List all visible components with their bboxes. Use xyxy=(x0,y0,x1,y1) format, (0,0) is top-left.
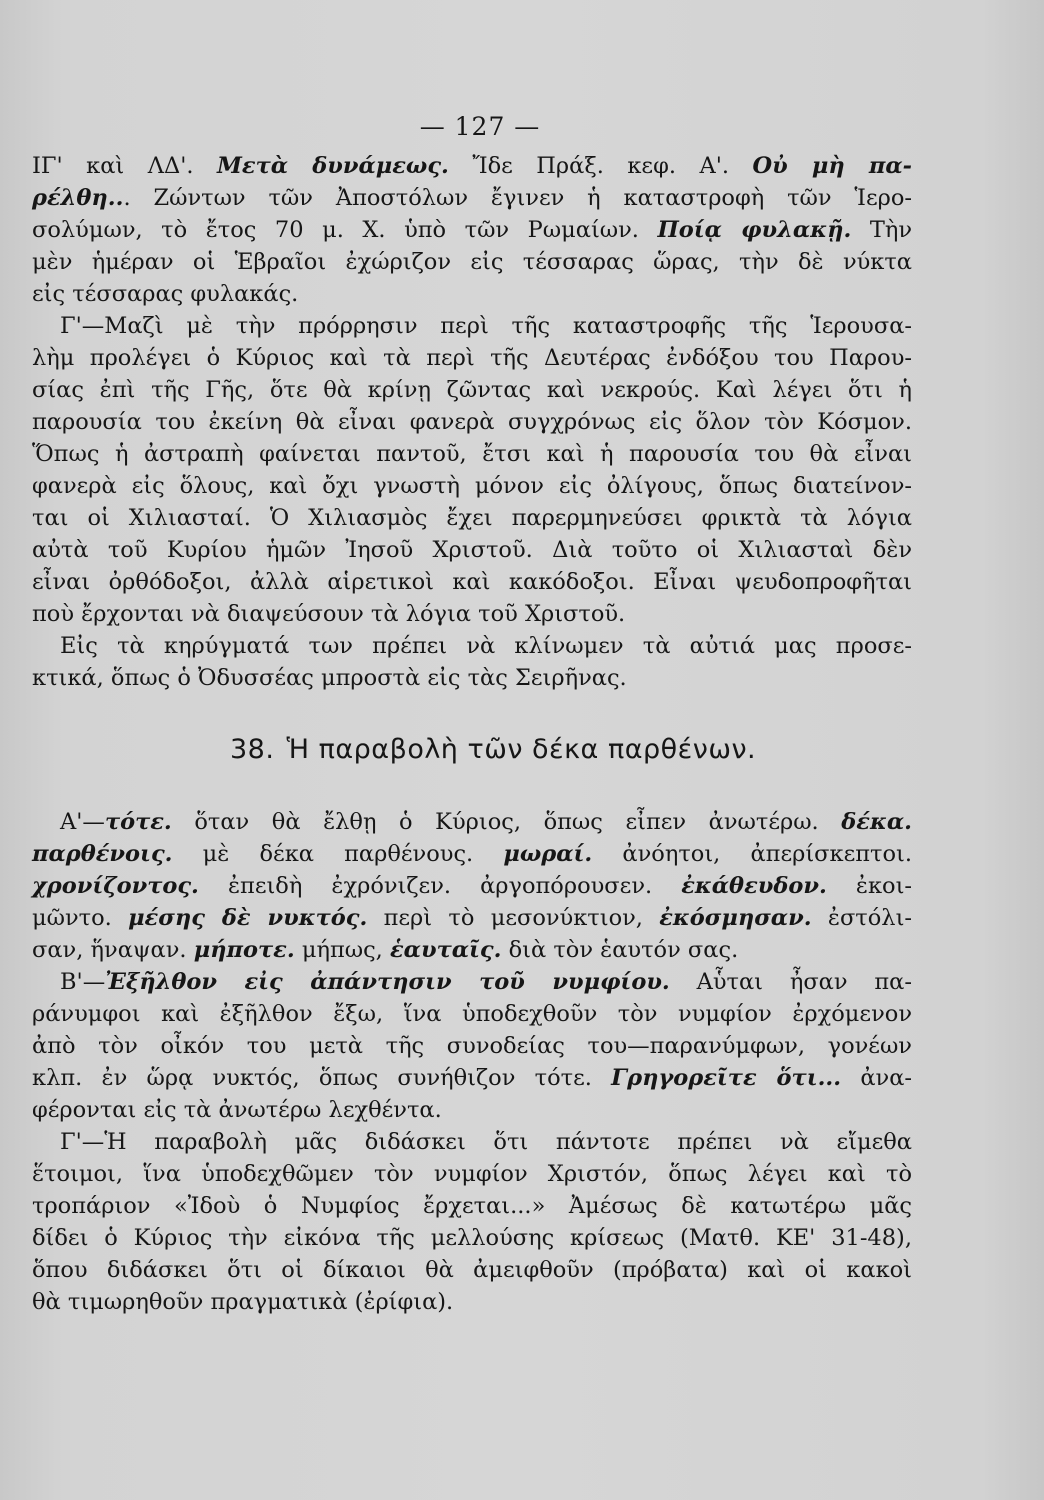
text-run: Αὗται ἦσαν πα- xyxy=(669,969,912,995)
text-line xyxy=(32,838,912,870)
page-number: — 127 — xyxy=(419,112,541,141)
bold-term: μωραί. xyxy=(503,841,593,867)
text-line: σίας ἐπὶ τῆς Γῆς, ὅτε θὰ κρίνῃ ζῶντας καὶ νεκρούς. Καὶ λέγει ὅτι ἡ xyxy=(32,377,912,403)
page-body xyxy=(32,150,912,1318)
bold-term: τότε. xyxy=(104,809,172,835)
text-line: ἀπὸ τὸν οἶκόν του μετὰ τῆς συνοδείας του—παρανύμφων, γονέων xyxy=(32,1033,912,1059)
text-line: εἰς τέσσαρας φυλακάς. xyxy=(32,281,299,307)
text-line xyxy=(32,806,912,838)
text-line: μὲν ἡμέραν οἱ Ἑβραῖοι ἐχώριζον εἰς τέσσαρας ὥρας, τὴν δὲ νύκτα xyxy=(32,249,912,275)
text-line: ὅπου διδάσκει ὅτι οἱ δίκαιοι θὰ ἀμειφθοῦν (πρόβατα) καὶ οἱ κακοὶ xyxy=(32,1257,912,1283)
paragraph-lesson xyxy=(32,1126,912,1318)
text-run: σαν, ἥναψαν. xyxy=(32,937,194,963)
text-line xyxy=(32,934,912,966)
text-run: ἀνόητοι, ἀπερίσκεπτοι. xyxy=(592,841,912,867)
paragraph-sermons xyxy=(32,630,912,694)
bold-term: δέκα. xyxy=(841,809,912,835)
bold-term: ἐκόσμησαν. xyxy=(659,905,812,931)
text-run: ἐστόλι- xyxy=(811,905,912,931)
text-run: Α'— xyxy=(60,809,105,835)
text-line: Γ'—Ἡ παραβολὴ μᾶς διδάσκει ὅτι πάντοτε πρέπει νὰ εἴμεθα xyxy=(60,1129,912,1155)
text-run: ΙΓ' καὶ ΛΔ'. xyxy=(32,153,218,179)
text-line: εἶναι ὀρθόδοξοι, ἀλλὰ αἱρετικοὶ καὶ κακόδοξοι. Εἶναι ψευδοπροφῆται xyxy=(32,569,912,595)
text-line xyxy=(32,214,912,246)
bold-term: ἑαυταῖς. xyxy=(389,937,502,963)
section-title: Ἡ παραβολὴ τῶν δέκα παρθένων. xyxy=(286,734,757,765)
text-line xyxy=(32,150,912,182)
bold-term: παρθένοις. xyxy=(32,841,173,867)
text-line xyxy=(32,182,912,214)
text-line xyxy=(32,902,912,934)
bold-term: Οὐ μὴ πα- xyxy=(752,153,912,179)
text-run: Β'— xyxy=(60,969,106,995)
text-run: διὰ τὸν ἑαυτόν σας. xyxy=(501,937,739,963)
bold-term: Γρηγορεῖτε ὅτι... xyxy=(611,1065,842,1091)
section-number: 38. xyxy=(230,734,275,765)
text-line: λὴμ προλέγει ὁ Κύριος καὶ τὰ περὶ τῆς Δευτέρας ἐνδόξου του Παρου- xyxy=(32,345,912,371)
text-run: μῶντο. xyxy=(32,905,129,931)
text-line: δίδει ὁ Κύριος τὴν εἰκόνα τῆς μελλούσης κρίσεως (Ματθ. ΚΕ' 31-48), xyxy=(32,1225,912,1251)
paragraph-bridesmaids xyxy=(32,966,912,1126)
bold-term: ἐκάθευδον. xyxy=(681,873,827,899)
text-line: θὰ τιμωρηθοῦν πραγματικὰ (ἐρίφια). xyxy=(32,1289,454,1315)
text-line: αὐτὰ τοῦ Κυρίου ἡμῶν Ἰησοῦ Χριστοῦ. Διὰ τοῦτο οἱ Χιλιασταὶ δὲν xyxy=(32,537,912,563)
text-line: Εἰς τὰ κηρύγματά των πρέπει νὰ κλίνωμεν τὰ αὐτιά μας προσε- xyxy=(60,633,912,659)
text-run: σολύμων, τὸ ἔτος 70 μ. Χ. ὑπὸ τῶν Ρωμαίων. xyxy=(32,217,658,243)
bold-term: μέσης δὲ νυκτός. xyxy=(128,905,368,931)
bold-term: ρέλθη.. xyxy=(32,185,124,211)
text-run: Τὴν xyxy=(851,217,912,243)
text-line: ποὺ ἔρχονται νὰ διαψεύσουν τὰ λόγια τοῦ Χριστοῦ. xyxy=(32,601,626,627)
text-run: περὶ τὸ μεσονύκτιον, xyxy=(367,905,660,931)
text-line xyxy=(32,870,912,902)
text-line: ράνυμφοι καὶ ἐξῆλθον ἔξω, ἵνα ὑποδεχθοῦν τὸν νυμφίον ἐρχόμενον xyxy=(32,1001,912,1027)
bold-term: χρονίζοντος. xyxy=(32,873,199,899)
bold-term: Ποίᾳ φυλακῇ. xyxy=(657,217,852,243)
text-line: κτικά, ὅπως ὁ Ὀδυσσέας μπροστὰ εἰς τὰς Σειρῆνας. xyxy=(32,665,627,691)
text-line: φέρονται εἰς τὰ ἀνωτέρω λεχθέντα. xyxy=(32,1097,442,1123)
text-line xyxy=(32,1062,912,1094)
text-line xyxy=(32,966,912,998)
bold-term: Ἐξῆλθον εἰς ἀπάντησιν τοῦ νυμφίου. xyxy=(105,969,670,995)
text-run: ἀνα- xyxy=(841,1065,912,1091)
text-run: ἐκοι- xyxy=(826,873,912,899)
text-run: ἐπειδὴ ἐχρόνιζεν. ἀργοπόρουσεν. xyxy=(198,873,682,899)
text-run: Ἴδε Πράξ. κεφ. Α'. xyxy=(448,153,753,179)
text-line: ἕτοιμοι, ἵνα ὑποδεχθῶμεν τὸν νυμφίον Χριστόν, ὅπως λέγει καὶ τὸ xyxy=(32,1161,912,1187)
text-line: τροπάριον «Ἰδοὺ ὁ Νυμφίος ἔρχεται...» Ἀμέσως δὲ κατωτέρω μᾶς xyxy=(32,1193,912,1219)
paragraph-glossary xyxy=(32,806,912,966)
text-run: μήπως, xyxy=(294,937,390,963)
paragraph-second-coming xyxy=(32,310,912,630)
section-heading xyxy=(32,734,912,766)
text-run: . Ζώντων τῶν Ἀποστόλων ἔγινεν ἡ καταστροφὴ τῶν Ἱερο- xyxy=(123,185,912,211)
text-line: φανερὰ εἰς ὅλους, καὶ ὄχι γνωστὴ μόνον εἰς ὀλίγους, ὅπως διατείνον- xyxy=(32,473,912,499)
text-line: Γ'—Μαζὶ μὲ τὴν πρόρρησιν περὶ τῆς καταστροφῆς τῆς Ἱερουσα- xyxy=(60,313,912,339)
bold-term: μήποτε. xyxy=(193,937,295,963)
bold-term: Μετὰ δυνάμεως. xyxy=(217,153,449,179)
text-line: παρουσία του ἐκείνη θὰ εἶναι φανερὰ συγχρόνως εἰς ὅλον τὸν Κόσμον. xyxy=(32,409,912,435)
paragraph-commentary-verses xyxy=(32,150,912,310)
text-line: Ὅπως ἡ ἀστραπὴ φαίνεται παντοῦ, ἔτσι καὶ ἡ παρουσία του θὰ εἶναι xyxy=(32,441,912,467)
text-run: κλπ. ἐν ὥρᾳ νυκτός, ὅπως συνήθιζον τότε. xyxy=(32,1065,612,1091)
text-run: ὅταν θὰ ἔλθῃ ὁ Κύριος, ὅπως εἶπεν ἀνωτέρω. xyxy=(171,809,842,835)
text-run: μὲ δέκα παρθένους. xyxy=(172,841,504,867)
text-line: ται οἱ Χιλιασταί. Ὁ Χιλιασμὸς ἔχει παρερμηνεύσει φρικτὰ τὰ λόγια xyxy=(32,505,912,531)
